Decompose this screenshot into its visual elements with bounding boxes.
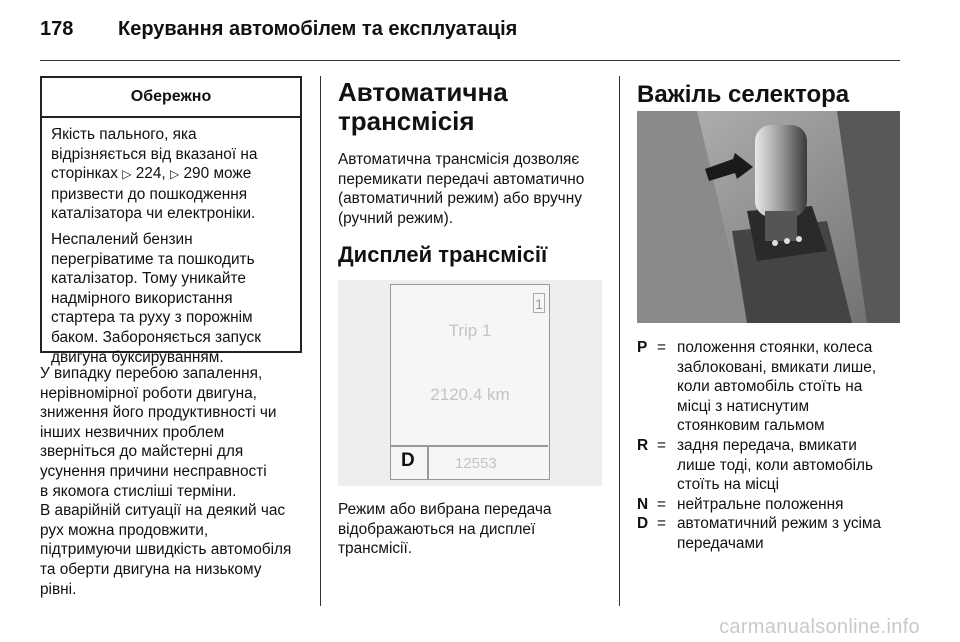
trip-label: Trip 1 bbox=[448, 321, 492, 340]
page-ref-icon: ▷ bbox=[122, 167, 132, 182]
caution-body bbox=[42, 118, 300, 367]
page-header bbox=[0, 0, 960, 60]
instrument-display bbox=[390, 284, 550, 480]
gear-positions-list bbox=[637, 338, 907, 554]
caution-line: стартера та руху з порожнім bbox=[51, 309, 253, 327]
selector-lever-photo bbox=[637, 111, 900, 323]
gear-item-n bbox=[637, 495, 907, 515]
caution-paragraph-1 bbox=[51, 125, 291, 224]
caution-line: баком. Забороняється запуск bbox=[51, 328, 261, 346]
body-line: зниження його продуктивності чи bbox=[40, 404, 277, 422]
body-line: інших незвичних проблем bbox=[40, 423, 225, 441]
caution-line: каталізатора чи електроніки. bbox=[51, 205, 256, 223]
gear-equals: = bbox=[657, 436, 666, 454]
transmission-intro bbox=[338, 150, 613, 228]
right-column-title bbox=[637, 80, 907, 109]
body-line: та оберти двигуна на низькому bbox=[40, 560, 262, 578]
trip-distance: 2120.4 km bbox=[430, 385, 510, 404]
gear-equals: = bbox=[657, 495, 666, 513]
gear-indicator: D bbox=[401, 450, 415, 471]
gear-desc-line: коли автомобіль стоїть на bbox=[677, 378, 863, 396]
gear-desc-line: автоматичний режим з усіма bbox=[677, 515, 882, 533]
caution-line: може bbox=[209, 165, 252, 183]
body-line: рівні. bbox=[40, 580, 77, 598]
gear-key: N bbox=[637, 495, 649, 513]
column-divider-right bbox=[619, 76, 620, 606]
body-line: У випадку перебою запалення, bbox=[40, 365, 263, 382]
section-title-line: трансмісія bbox=[338, 106, 475, 136]
caution-line: двигуна буксируванням. bbox=[51, 348, 224, 366]
caution-paragraph-2 bbox=[51, 230, 291, 367]
display-caption bbox=[338, 500, 613, 559]
body-line: перемикати передачі автоматично bbox=[338, 170, 585, 188]
caution-ref-separator: , bbox=[161, 165, 170, 183]
caution-line: каталізатор. Тому уникайте bbox=[51, 270, 246, 288]
caution-box bbox=[40, 76, 302, 366]
transmission-display-figure bbox=[338, 280, 602, 486]
caption-line: відображаються на дисплеї bbox=[338, 520, 536, 538]
section-title-line: Автоматична bbox=[338, 77, 508, 107]
caution-line: сторінках bbox=[51, 165, 123, 183]
body-line: в якомога стисліші терміни. bbox=[40, 482, 237, 500]
gear-equals: = bbox=[657, 515, 666, 533]
body-line: В аварійній ситуації на деякий час bbox=[40, 502, 286, 520]
caution-line: призвести до пошкодження bbox=[51, 185, 248, 203]
watermark: carmanualsonline.info bbox=[719, 616, 920, 638]
gear-desc-line: стоянковим гальмом bbox=[677, 417, 825, 435]
page-number: 178 bbox=[40, 18, 74, 40]
body-line: усунення причини несправності bbox=[40, 462, 267, 480]
gear-desc-line: місці з натиснутим bbox=[677, 397, 810, 415]
gear-desc-line: нейтральне положення bbox=[677, 495, 844, 513]
gear-key: D bbox=[637, 515, 649, 533]
middle-column-top bbox=[338, 78, 613, 268]
column-divider-left bbox=[320, 76, 321, 606]
body-line: зверніться до майстерні для bbox=[40, 443, 244, 461]
gear-lever-illustration bbox=[637, 111, 900, 323]
caution-line: Неспалений бензин bbox=[51, 230, 193, 248]
caution-line: відрізняється від вказаної на bbox=[51, 145, 258, 163]
section-title-transmission-display: Дисплей трансмісії bbox=[338, 242, 548, 268]
odometer-value: 12553 bbox=[455, 455, 497, 472]
caption-line: Режим або вибрана передача bbox=[338, 501, 552, 518]
section-title-selector-lever: Важіль селектора bbox=[637, 81, 850, 108]
gear-desc-line: лише тоді, коли автомобіль bbox=[677, 456, 873, 474]
body-line: рух можна продовжити, bbox=[40, 521, 209, 539]
gear-item-r bbox=[637, 436, 907, 495]
display-divider-vertical bbox=[427, 445, 429, 479]
gear-desc-line: заблоковані, вмикати лише, bbox=[677, 358, 877, 376]
header-rule bbox=[40, 60, 900, 61]
body-line: нерівномірної роботи двигуна, bbox=[40, 384, 257, 402]
trip-selector-badge: 1 bbox=[533, 293, 545, 313]
page-ref-link[interactable]: 290 bbox=[183, 165, 210, 183]
gear-item-p bbox=[637, 338, 907, 436]
gear-desc-line: стоїть на місці bbox=[677, 476, 780, 494]
gear-desc-line: передачами bbox=[677, 534, 764, 552]
caption-line: трансмісії. bbox=[338, 540, 413, 558]
page-ref-icon: ▷ bbox=[169, 167, 180, 182]
caution-heading: Обережно bbox=[42, 78, 300, 118]
caution-line: перегріватиме та пошкодить bbox=[51, 250, 255, 268]
caution-line: надмірного використання bbox=[51, 289, 233, 307]
gear-item-d bbox=[637, 514, 907, 553]
body-line: (ручний режим). bbox=[338, 209, 454, 227]
page-title: Керування автомобілем та експлуатація bbox=[118, 18, 518, 40]
page-ref-link[interactable]: 224 bbox=[135, 165, 162, 183]
body-line: (автоматичний режим) або вручну bbox=[338, 190, 582, 208]
gear-desc-line: положення стоянки, колеса bbox=[677, 339, 873, 356]
gear-key: P bbox=[637, 339, 648, 356]
left-body-text bbox=[40, 364, 315, 599]
caution-line: Якість пального, яка bbox=[51, 126, 197, 143]
body-line: підтримуючи швидкість автомобіля bbox=[40, 541, 292, 559]
gear-key: R bbox=[637, 436, 649, 454]
section-title-automatic-transmission bbox=[338, 78, 613, 136]
body-line: Автоматична трансмісія дозволяє bbox=[338, 151, 580, 168]
gear-equals: = bbox=[657, 339, 666, 356]
gear-desc-line: задня передача, вмикати bbox=[677, 436, 857, 454]
display-divider-horizontal bbox=[391, 445, 548, 447]
